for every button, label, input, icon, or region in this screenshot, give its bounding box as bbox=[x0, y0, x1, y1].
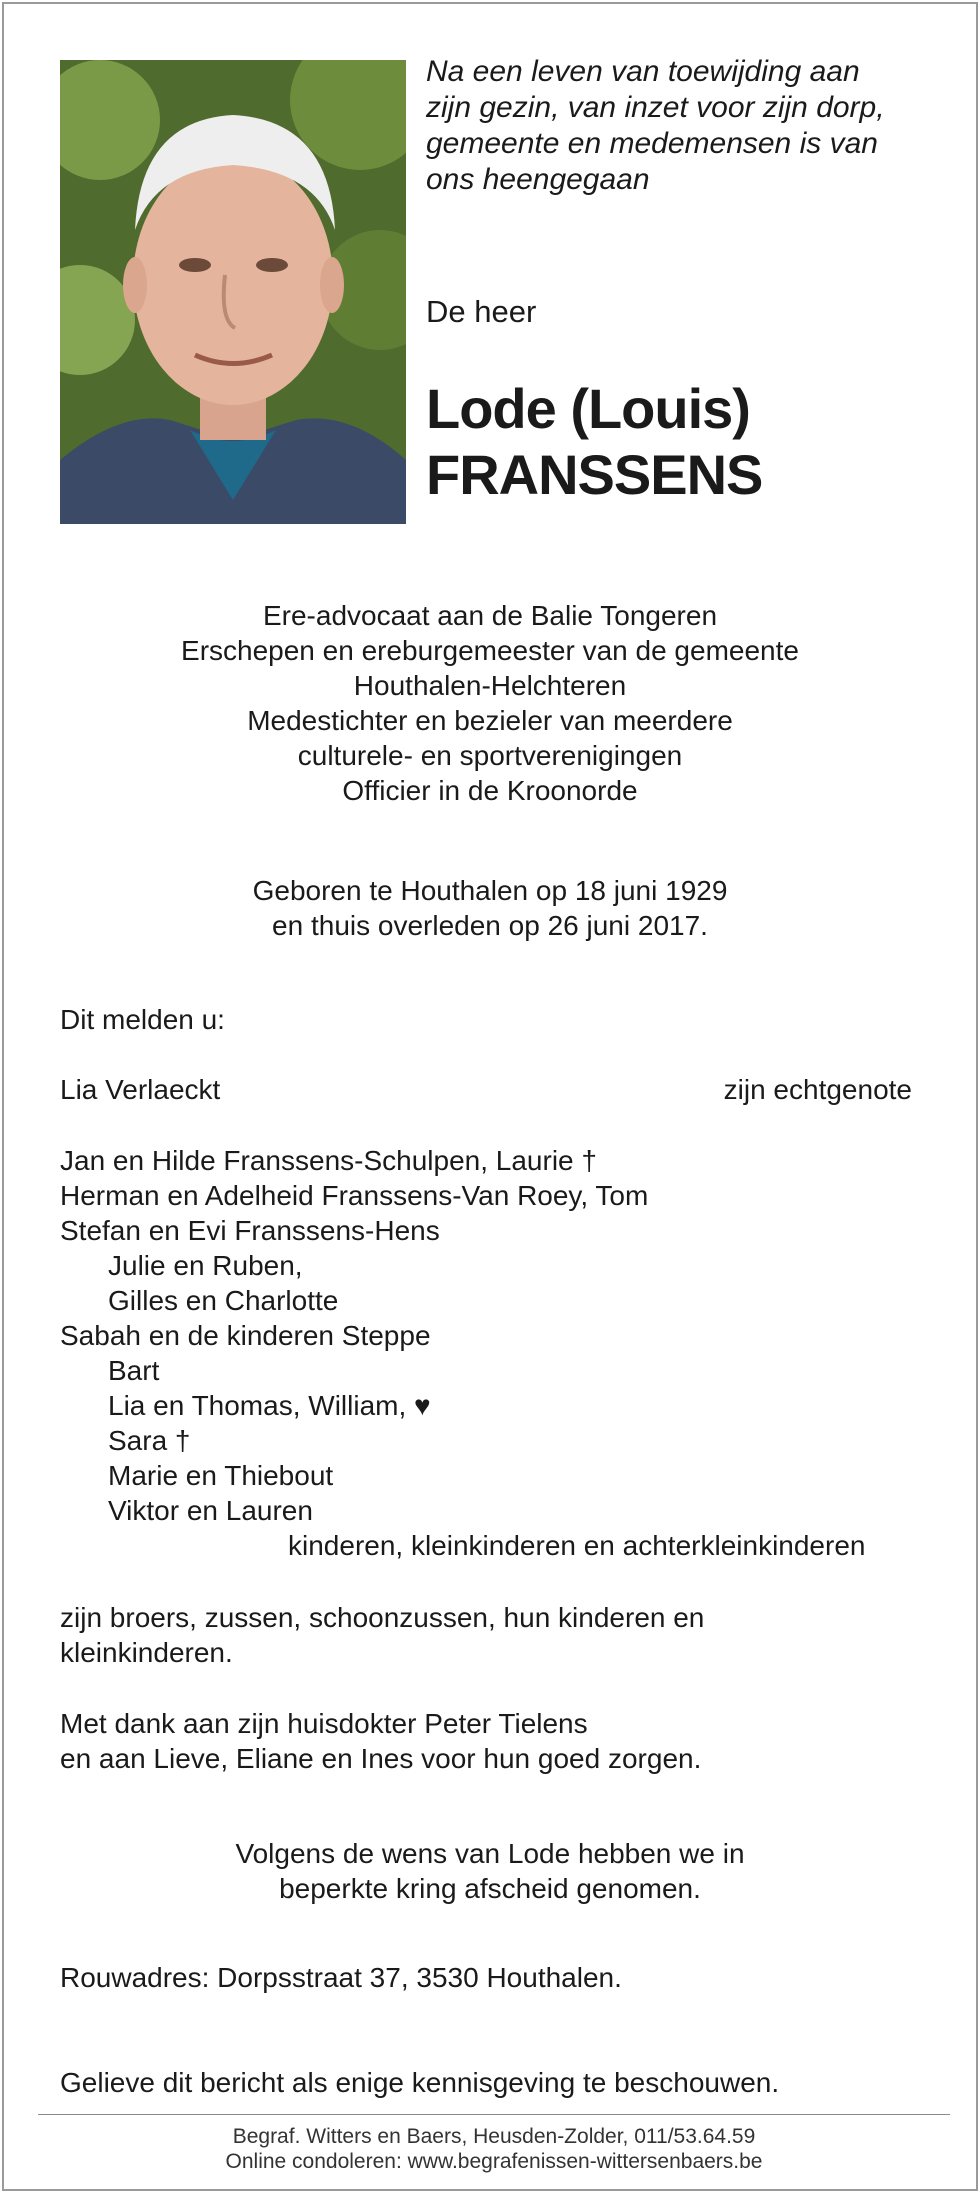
siblings-line: kleinkinderen. bbox=[60, 1637, 233, 1668]
portrait-photo bbox=[60, 60, 406, 524]
role-line: Medestichter en bezieler van meerdere bbox=[247, 705, 733, 736]
footer-divider bbox=[38, 2114, 950, 2115]
family-line: Marie en Thiebout bbox=[108, 1460, 334, 1491]
intro-text bbox=[426, 54, 946, 198]
farewell-line: Volgens de wens van Lode hebben we in bbox=[235, 1838, 745, 1869]
siblings-line: zijn broers, zussen, schoonzussen, hun kinderen en bbox=[60, 1602, 705, 1633]
farewell-text bbox=[60, 1836, 920, 1906]
announcement: Dit melden u: bbox=[60, 1004, 225, 1035]
role-line: Erschepen en ereburgemeester van de gemeente bbox=[181, 635, 799, 666]
first-name: Lode (Louis) bbox=[426, 377, 750, 440]
thanks-text bbox=[60, 1706, 940, 1776]
funeral-home-footer bbox=[38, 2124, 950, 2174]
intro-line: gemeente en medemensen is van bbox=[426, 127, 878, 160]
roles-list bbox=[60, 598, 920, 808]
role-line: Ere-advocaat aan de Balie Tongeren bbox=[262, 600, 718, 631]
notice-text: Gelieve dit bericht als enige kennisgeving te beschouwen. bbox=[60, 2067, 780, 2098]
funeral-home-line: Begraf. Witters en Baers, Heusden-Zolder, 011/53.64.59 bbox=[232, 2125, 756, 2148]
birth-line: Geboren te Houthalen op 18 juni 1929 bbox=[252, 875, 728, 906]
family-line: Jan en Hilde Franssens-Schulpen, Laurie † bbox=[60, 1145, 597, 1176]
family-line: Sabah en de kinderen Steppe bbox=[60, 1320, 431, 1351]
spouse-relation: zijn echtgenote bbox=[723, 1074, 912, 1105]
condolence-link: Online condoleren: www.begrafenissen-wittersenbaers.be bbox=[225, 2150, 763, 2173]
family-line: Julie en Ruben, bbox=[108, 1250, 303, 1281]
family-line: Viktor en Lauren bbox=[108, 1495, 313, 1526]
intro-line: Na een leven van toewijding aan bbox=[426, 55, 860, 88]
obituary-card bbox=[2, 2, 978, 2191]
family-line: Herman en Adelheid Franssens-Van Roey, Tom bbox=[60, 1180, 649, 1211]
family-line: Stefan en Evi Franssens-Hens bbox=[60, 1215, 440, 1246]
family-list bbox=[60, 1143, 940, 1563]
intro-line: ons heengegaan bbox=[426, 163, 650, 196]
role-line: Officier in de Kroonorde bbox=[342, 775, 638, 806]
spouse-row bbox=[60, 1072, 940, 1107]
last-name: FRANSSENS bbox=[426, 443, 763, 506]
family-line: Gilles en Charlotte bbox=[108, 1285, 339, 1316]
intro-line: zijn gezin, van inzet voor zijn dorp, bbox=[426, 91, 885, 124]
family-line: Sara † bbox=[108, 1425, 191, 1456]
siblings-text bbox=[60, 1600, 940, 1670]
role-line: culturele- en sportverenigingen bbox=[297, 740, 683, 771]
family-line: Bart bbox=[108, 1355, 160, 1386]
deceased-name bbox=[426, 376, 762, 508]
role-line: Houthalen-Helchteren bbox=[353, 670, 627, 701]
spouse-name: Lia Verlaeckt bbox=[60, 1074, 221, 1105]
life-dates bbox=[60, 873, 920, 943]
death-line: en thuis overleden op 26 juni 2017. bbox=[272, 910, 708, 941]
family-line: Lia en Thomas, William, ♥ bbox=[108, 1390, 431, 1421]
thanks-line: en aan Lieve, Eliane en Ines voor hun goed zorgen. bbox=[60, 1743, 702, 1774]
family-note: kinderen, kleinkinderen en achterkleinkinderen bbox=[288, 1530, 866, 1561]
mourning-address: Rouwadres: Dorpsstraat 37, 3530 Houthalen. bbox=[60, 1962, 622, 1993]
thanks-line: Met dank aan zijn huisdokter Peter Tielens bbox=[60, 1708, 588, 1739]
farewell-line: beperkte kring afscheid genomen. bbox=[279, 1873, 701, 1904]
honorific-title: De heer bbox=[426, 294, 537, 329]
